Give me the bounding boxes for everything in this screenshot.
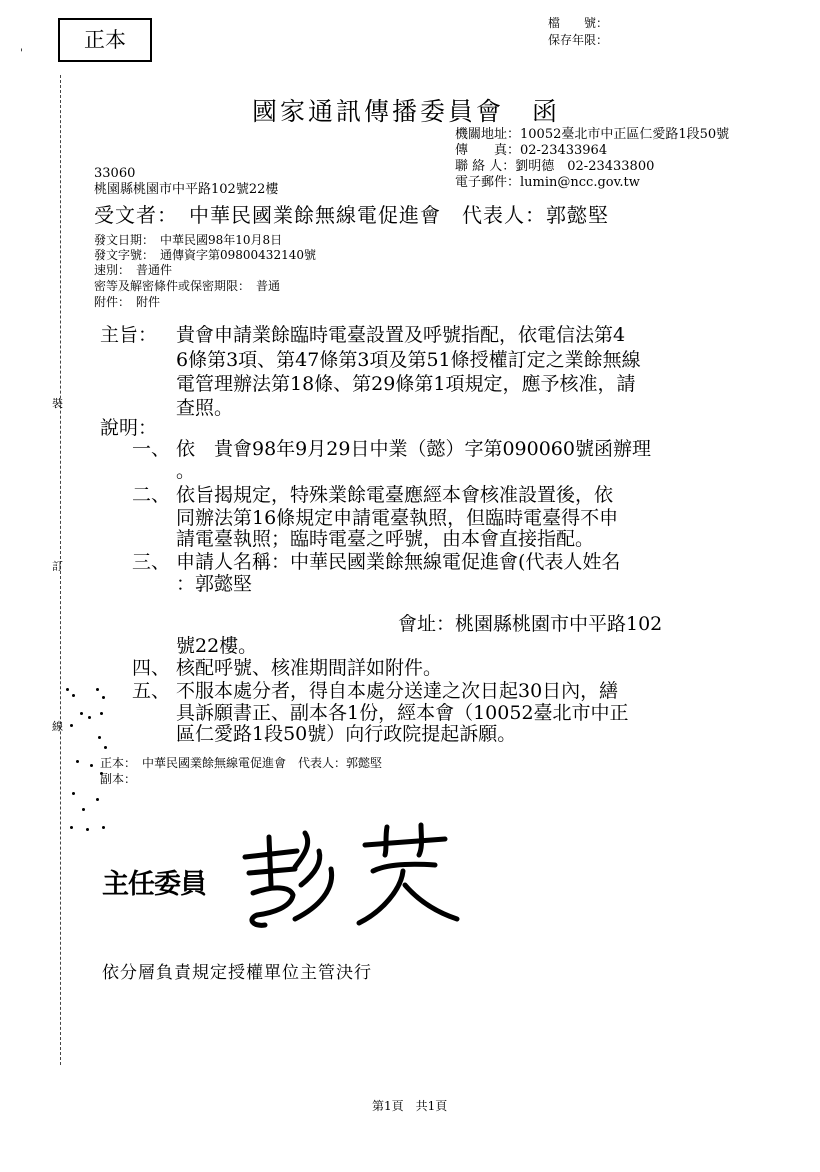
item-number: 五、: [132, 680, 171, 702]
item-number: 四、: [132, 657, 171, 679]
meta-speed: 速別： 普通件: [94, 263, 173, 277]
retention-label: 保存年限：: [548, 33, 609, 47]
item-line: 會址：桃園縣桃園市中平路102: [398, 613, 663, 635]
meta-date: 發文日期： 中華民國98年10月8日: [94, 233, 283, 247]
subject-line: 6條第3項、第47條第3項及第51條授權訂定之業餘無線: [176, 349, 641, 371]
subject-line: 查照。: [176, 397, 234, 419]
item-number: 三、: [132, 551, 171, 573]
item-line: 不服本處分者，得自本處分送達之次日起30日內，繕: [176, 680, 619, 702]
recipient-address: 桃園縣桃園市中平路102號22樓: [94, 182, 279, 197]
item-number: 二、: [132, 484, 171, 506]
item-line: 。: [176, 460, 196, 482]
sender-email: 電子郵件：lumin@ncc.gov.tw: [455, 175, 640, 190]
item-line: 具訴願書正、副本各1份，經本會（10052臺北市中正: [176, 702, 629, 724]
sender-address: 機關地址：10052臺北市中正區仁愛路1段50號: [455, 127, 730, 142]
item-line: 依旨揭規定，特殊業餘電臺應經本會核准設置後，依: [176, 484, 614, 506]
margin-mark-bind: 裝: [52, 397, 63, 410]
meta-attachment: 附件： 附件: [94, 295, 161, 309]
subject-line: 電管理辦法第18條、第29條第1項規定，應予核准，請: [176, 373, 636, 395]
item-line: 核配呼號、核准期間詳如附件。: [176, 657, 443, 679]
item-line: 區仁愛路1段50號）向行政院提起訴願。: [176, 723, 517, 745]
meta-doc-number: 發文字號： 通傳資字第09800432140號: [94, 248, 316, 262]
margin-mark-staple: 訂: [52, 560, 63, 573]
item-line: 同辦法第16條規定申請電臺執照，但臨時電臺得不申: [176, 507, 619, 529]
file-number-label: 檔 號：: [548, 16, 609, 30]
item-line: 請電臺執照；臨時電臺之呼號，由本會直接指配。: [176, 528, 595, 550]
subject-line: 貴會申請業餘臨時電臺設置及呼號指配，依電信法第4: [176, 324, 626, 346]
distribution-copy: 副本：: [100, 772, 137, 786]
explanation-label: 說明：: [100, 417, 158, 439]
item-line: 號22樓。: [176, 635, 258, 657]
recipient-postcode: 33060: [94, 166, 136, 181]
delegation-note: 依分層負責規定授權單位主管決行: [102, 963, 372, 983]
sender-fax: 傳 真：02-23433964: [455, 143, 608, 158]
distribution-original: 正本： 中華民國業餘無線電促進會 代表人：郭懿堅: [100, 756, 383, 770]
original-copy-stamp: 正本: [58, 18, 152, 62]
sender-contact: 聯 絡 人：劉明德 02-23433800: [455, 159, 655, 174]
recipient-line: 受文者： 中華民國業餘無線電促進會 代表人：郭懿堅: [94, 203, 609, 227]
subject-label: 主旨：: [100, 324, 158, 346]
handwritten-signature: [235, 815, 465, 935]
margin-tick: ': [20, 48, 23, 59]
margin-mark-line: 線: [52, 720, 63, 733]
item-number: 一、: [132, 438, 171, 460]
document-title: 國家通訊傳播委員會 函: [252, 97, 561, 126]
page-number: 第1頁 共1頁: [372, 1099, 448, 1113]
item-line: ：郭懿堅: [176, 573, 253, 595]
meta-secrecy: 密等及解密條件或保密期限： 普通: [94, 279, 281, 293]
item-line: 依 貴會98年9月29日中業（懿）字第090060號函辦理: [176, 438, 651, 460]
item-line: 申請人名稱：中華民國業餘無線電促進會(代表人姓名: [176, 551, 621, 573]
signature-title: 主任委員: [102, 869, 206, 900]
